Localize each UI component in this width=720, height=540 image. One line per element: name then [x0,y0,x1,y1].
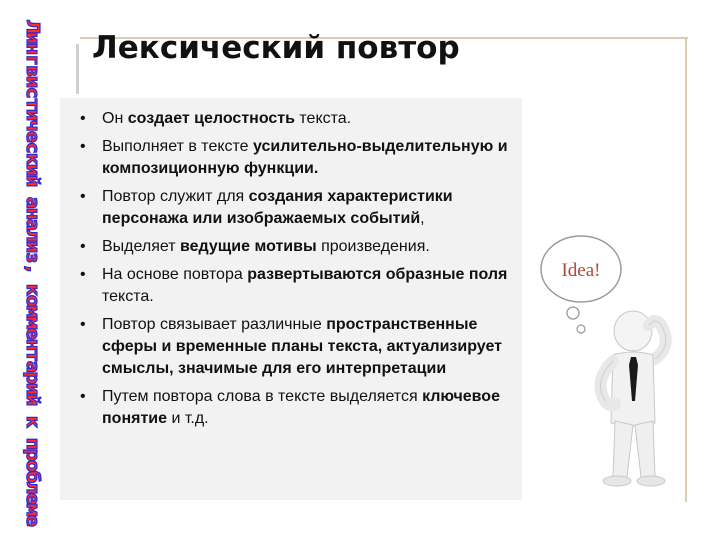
vertical-title-char: а [22,196,43,209]
vertical-title-char: а [22,218,43,231]
bullet-text: Повтор служит для [102,188,249,205]
bullet-text: Он [102,110,128,127]
vertical-title-char: и [22,75,43,89]
bullet-item [78,314,528,380]
bullet-bold-text: усилительно-выделительную и композиционную функции. [102,138,508,177]
vertical-title-char: к [22,152,43,165]
bullet-bold-text: ключевое понятие [102,388,500,427]
bullet-text: текста. [294,110,352,127]
vertical-title-char: н [22,42,43,56]
vertical-title-char: а [22,361,43,374]
vertical-title-char: л [22,481,43,495]
vertical-title-char: ч [22,119,43,132]
vertical-title-char: с [22,142,43,154]
frame-left-accent [76,44,79,94]
bullet-bold-text: ведущие мотивы [180,238,317,255]
bullet-text: На основе повтора [102,266,248,283]
bullet-bold-text: создания характеристики персонажа или изображаемых событий [102,188,453,227]
vertical-title-char: м [22,502,43,518]
vertical-title-char: в [22,65,43,77]
vertical-title-char: и [22,31,43,45]
vertical-title-char: р [22,371,43,385]
bullet-text: текста. [102,288,154,305]
vertical-title-char: т [22,351,43,362]
bullet-text: Путем повтора слова в тексте выделяется [102,388,423,405]
vertical-title-char: и [22,163,43,177]
vertical-title-char: о [22,295,43,308]
vertical-title-char: о [22,459,43,473]
vertical-title-char: л [22,228,43,243]
vertical-title-char: е [22,328,43,341]
vertical-title-char: и [22,108,43,122]
vertical-title-column [15,18,49,528]
bullet-text: , [420,210,425,227]
bullet-item [78,264,528,308]
vertical-title-char: е [22,514,43,528]
bullet-item [78,136,528,180]
vertical-title-char: к [22,284,43,297]
bullet-dot-icon: • [80,266,86,283]
vertical-title-char: Л [22,19,43,35]
vertical-title-char: з [22,252,43,263]
bullet-bold-text: развертываются образные поля [247,266,508,283]
idea-illustration [523,233,685,495]
vertical-title-char: р [22,448,43,462]
vertical-title-char: е [22,492,43,506]
bullet-text: Повтор связывает различные [102,316,327,333]
bullet-dot-icon: • [80,316,86,333]
bullet-list [78,108,528,436]
vertical-title-char: , [22,265,43,272]
vertical-title-char: т [22,98,43,110]
idea-bubble-text: Idea! [561,260,601,281]
bullet-item [78,236,528,258]
bullet-item [78,386,528,430]
bullet-text: произведения. [316,238,430,255]
bullet-bold-text: пространственные сферы и временные планы текста, актуализирует смыслы, значимые для его интерпретации [102,316,502,377]
vertical-title-char: й [22,393,43,407]
vertical-title-char: м [22,316,43,331]
vertical-title-char: к [22,416,43,429]
bullet-text: Выполняет в тексте [102,138,254,155]
bullet-dot-icon: • [80,388,86,405]
vertical-title-char: н [22,207,43,220]
vertical-title-char: и [22,240,43,253]
bullet-dot-icon: • [80,238,86,255]
bullet-bold-text: создает целостность [127,110,295,127]
bullet-item [78,108,528,130]
vertical-title-char: с [22,87,43,99]
bullet-text: и т.д. [167,410,209,427]
vertical-title-char: и [22,382,43,396]
bullet-dot-icon: • [80,110,86,127]
page-title: Лексический повтор [92,30,460,66]
bullet-dot-icon: • [80,138,86,155]
vertical-title-char: й [22,174,43,187]
vertical-title-char: м [22,305,43,320]
vertical-title-char: г [22,55,43,65]
vertical-title-char: е [22,130,43,143]
bullet-dot-icon: • [80,188,86,205]
thinking-person-icon [523,233,685,495]
vertical-title-char: б [22,470,43,484]
bullet-item [78,186,528,230]
bullet-text: Выделяет [102,238,181,255]
vertical-title-char: н [22,339,43,352]
vertical-title-char: п [22,437,43,451]
frame-right-line [685,37,687,502]
